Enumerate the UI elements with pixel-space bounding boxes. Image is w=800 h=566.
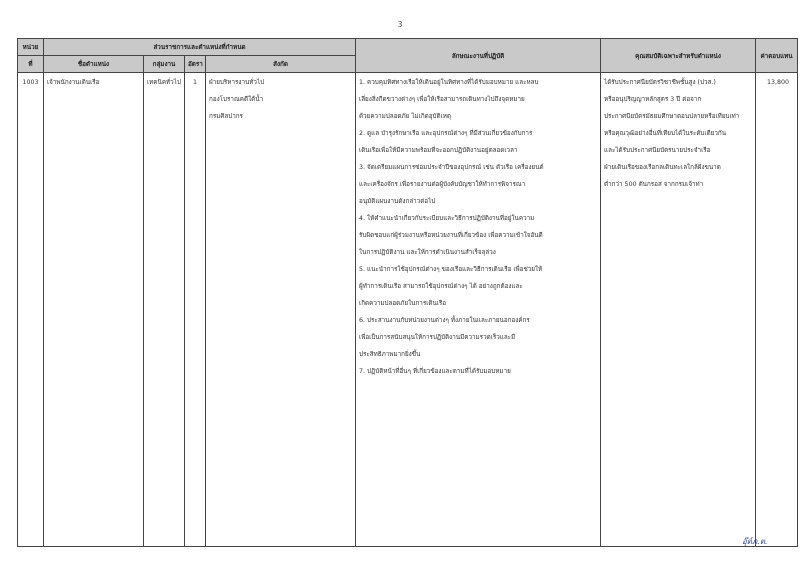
duty-line: เกิดความปลอดภัยในการเดินเรือ bbox=[359, 300, 447, 307]
handwritten-signature: อุ๊ต์ภ.ต. bbox=[742, 537, 768, 546]
duty-line: 6. ประสานงานกับหน่วยงานต่างๆ ทั้งภายในและภายนอกองค์กร bbox=[359, 317, 530, 324]
header-unit-no-top: หน่วย bbox=[18, 39, 44, 56]
qualification-line: หรือคุณวุฒิอย่างอื่นที่เทียบได้ในระดับเดียวกัน bbox=[604, 130, 727, 137]
qualification-line: ต่ำกว่า 500 ตันกรอส จากกรมเจ้าท่า bbox=[604, 181, 704, 188]
cell-affiliation bbox=[206, 73, 356, 547]
cell-duties bbox=[356, 73, 601, 547]
header-unit-no-bottom: ที่ bbox=[18, 56, 44, 73]
duty-line: 5. แนะนำการใช้อุปกรณ์ต่างๆ ของเรือและวิธีการเดินเรือ เพื่อช่วยให้ bbox=[359, 266, 543, 273]
cell-compensation: 13,800 bbox=[756, 73, 798, 547]
cell-rate: 1 bbox=[185, 73, 206, 547]
duty-line: ในการปฏิบัติงาน และให้การดำเนินงานสำเร็จลุล่วง bbox=[359, 249, 496, 256]
duty-line: 4. ให้คำแนะนำเกี่ยวกับระเบียบและวิธีการปฏิบัติงานที่อยู่ในความ bbox=[359, 215, 535, 222]
duty-line: ด้วยความปลอดภัย ไม่เกิดอุบัติเหตุ bbox=[359, 113, 451, 120]
affiliation-line: กรมศิลปากร bbox=[209, 113, 243, 120]
cell-position-name: เจ้าพนักงานเดินเรือ bbox=[44, 73, 144, 547]
qualification-line: และได้รับประกาศนียบัตรนายประจำเรือ bbox=[604, 147, 711, 154]
header-duties: ลักษณะงานที่ปฏิบัติ bbox=[356, 39, 601, 73]
duty-line: ผู้ทำการเดินเรือ สามารถใช้อุปกรณ์ต่างๆ ได้ อย่างถูกต้องและ bbox=[359, 283, 523, 290]
header-rate: อัตรา bbox=[185, 56, 206, 73]
duty-line: รับผิดชอบแก่ผู้ร่วมงานหรือหน่วยงานที่เกี่ยวข้อง เพื่อความเข้าใจอันดี bbox=[359, 232, 543, 239]
affiliation-line: ฝ่ายบริหารงานทั่วไป bbox=[209, 79, 265, 86]
header-qualifications: คุณสมบัติเฉพาะสำหรับตำแหน่ง bbox=[601, 39, 756, 73]
qualification-line: ฝ่ายเดินเรือของเรือกลเดินทะเลใกล้ฝั่งขนาด bbox=[604, 164, 721, 171]
header-group-title: ส่วนราชการและตำแหน่งที่กำหนด bbox=[44, 39, 356, 56]
position-table bbox=[17, 38, 798, 547]
page-number: 3 bbox=[397, 20, 403, 29]
duty-line: และเครื่องจักร เพื่อรายงานต่อผู้บังคับบัญชาให้ทำการพิจารณา bbox=[359, 181, 526, 188]
qualification-line: ประกาศนียบัตรมัธยมศึกษาตอนปลายหรือเทียบเท่า bbox=[604, 113, 740, 120]
header-work-group: กลุ่มงาน bbox=[144, 56, 185, 73]
duty-line: อนุมัติแผนงานดังกล่าวต่อไป bbox=[359, 198, 436, 205]
duty-line: 1. ควบคุมทิศทางเรือให้เดินอยู่ในทิศทางที่ได้รับมอบหมาย และหลบ bbox=[359, 79, 539, 86]
cell-unit-no: 1003 bbox=[18, 73, 44, 547]
duty-line: เลี่ยงสิ่งกีดขวางต่างๆ เพื่อให้เรือสามารถเดินทางไปถึงจุดหมาย bbox=[359, 96, 525, 103]
duty-line: 2. ดูแล บำรุงรักษาเรือ และอุปกรณ์ต่างๆ ที่มีส่วนเกี่ยวข้องกับการ bbox=[359, 130, 533, 137]
header-compensation: ค่าตอบแทน bbox=[756, 39, 798, 73]
duty-line: ประสิทธิภาพมากยิ่งขึ้น bbox=[359, 351, 421, 358]
cell-work-group: เทคนิคทั่วไป bbox=[144, 73, 185, 547]
header-position-name: ชื่อตำแหน่ง bbox=[44, 56, 144, 73]
duty-line: 7. ปฏิบัติหน้าที่อื่นๆ ที่เกี่ยวข้องและตามที่ได้รับมอบหมาย bbox=[359, 368, 511, 375]
table-row bbox=[18, 73, 798, 547]
header-affiliation: สังกัด bbox=[206, 56, 356, 73]
qualification-line: หรืออนุปริญญาหลักสูตร 3 ปี ต่อจาก bbox=[604, 96, 702, 103]
cell-qualifications bbox=[601, 73, 756, 547]
duty-line: เพื่อเป็นการสนับสนุนให้การปฏิบัติงานมีความรวดเร็วและมี bbox=[359, 334, 516, 341]
qualification-line: ได้รับประกาศนียบัตรวิชาชีพชั้นสูง (ปวส.) bbox=[604, 79, 716, 86]
duty-line: 3. จัดเตรียมแผนการซ่อมประจำปีของอุปกรณ์ เช่น ตัวเรือ เครื่องยนต์ bbox=[359, 164, 544, 171]
duty-line: เดินเรือเพื่อให้มีความพร้อมที่จะออกปฏิบัติงานอยู่ตลอดเวลา bbox=[359, 147, 518, 154]
affiliation-line: กองโบราณคดีใต้น้ำ bbox=[209, 96, 264, 103]
